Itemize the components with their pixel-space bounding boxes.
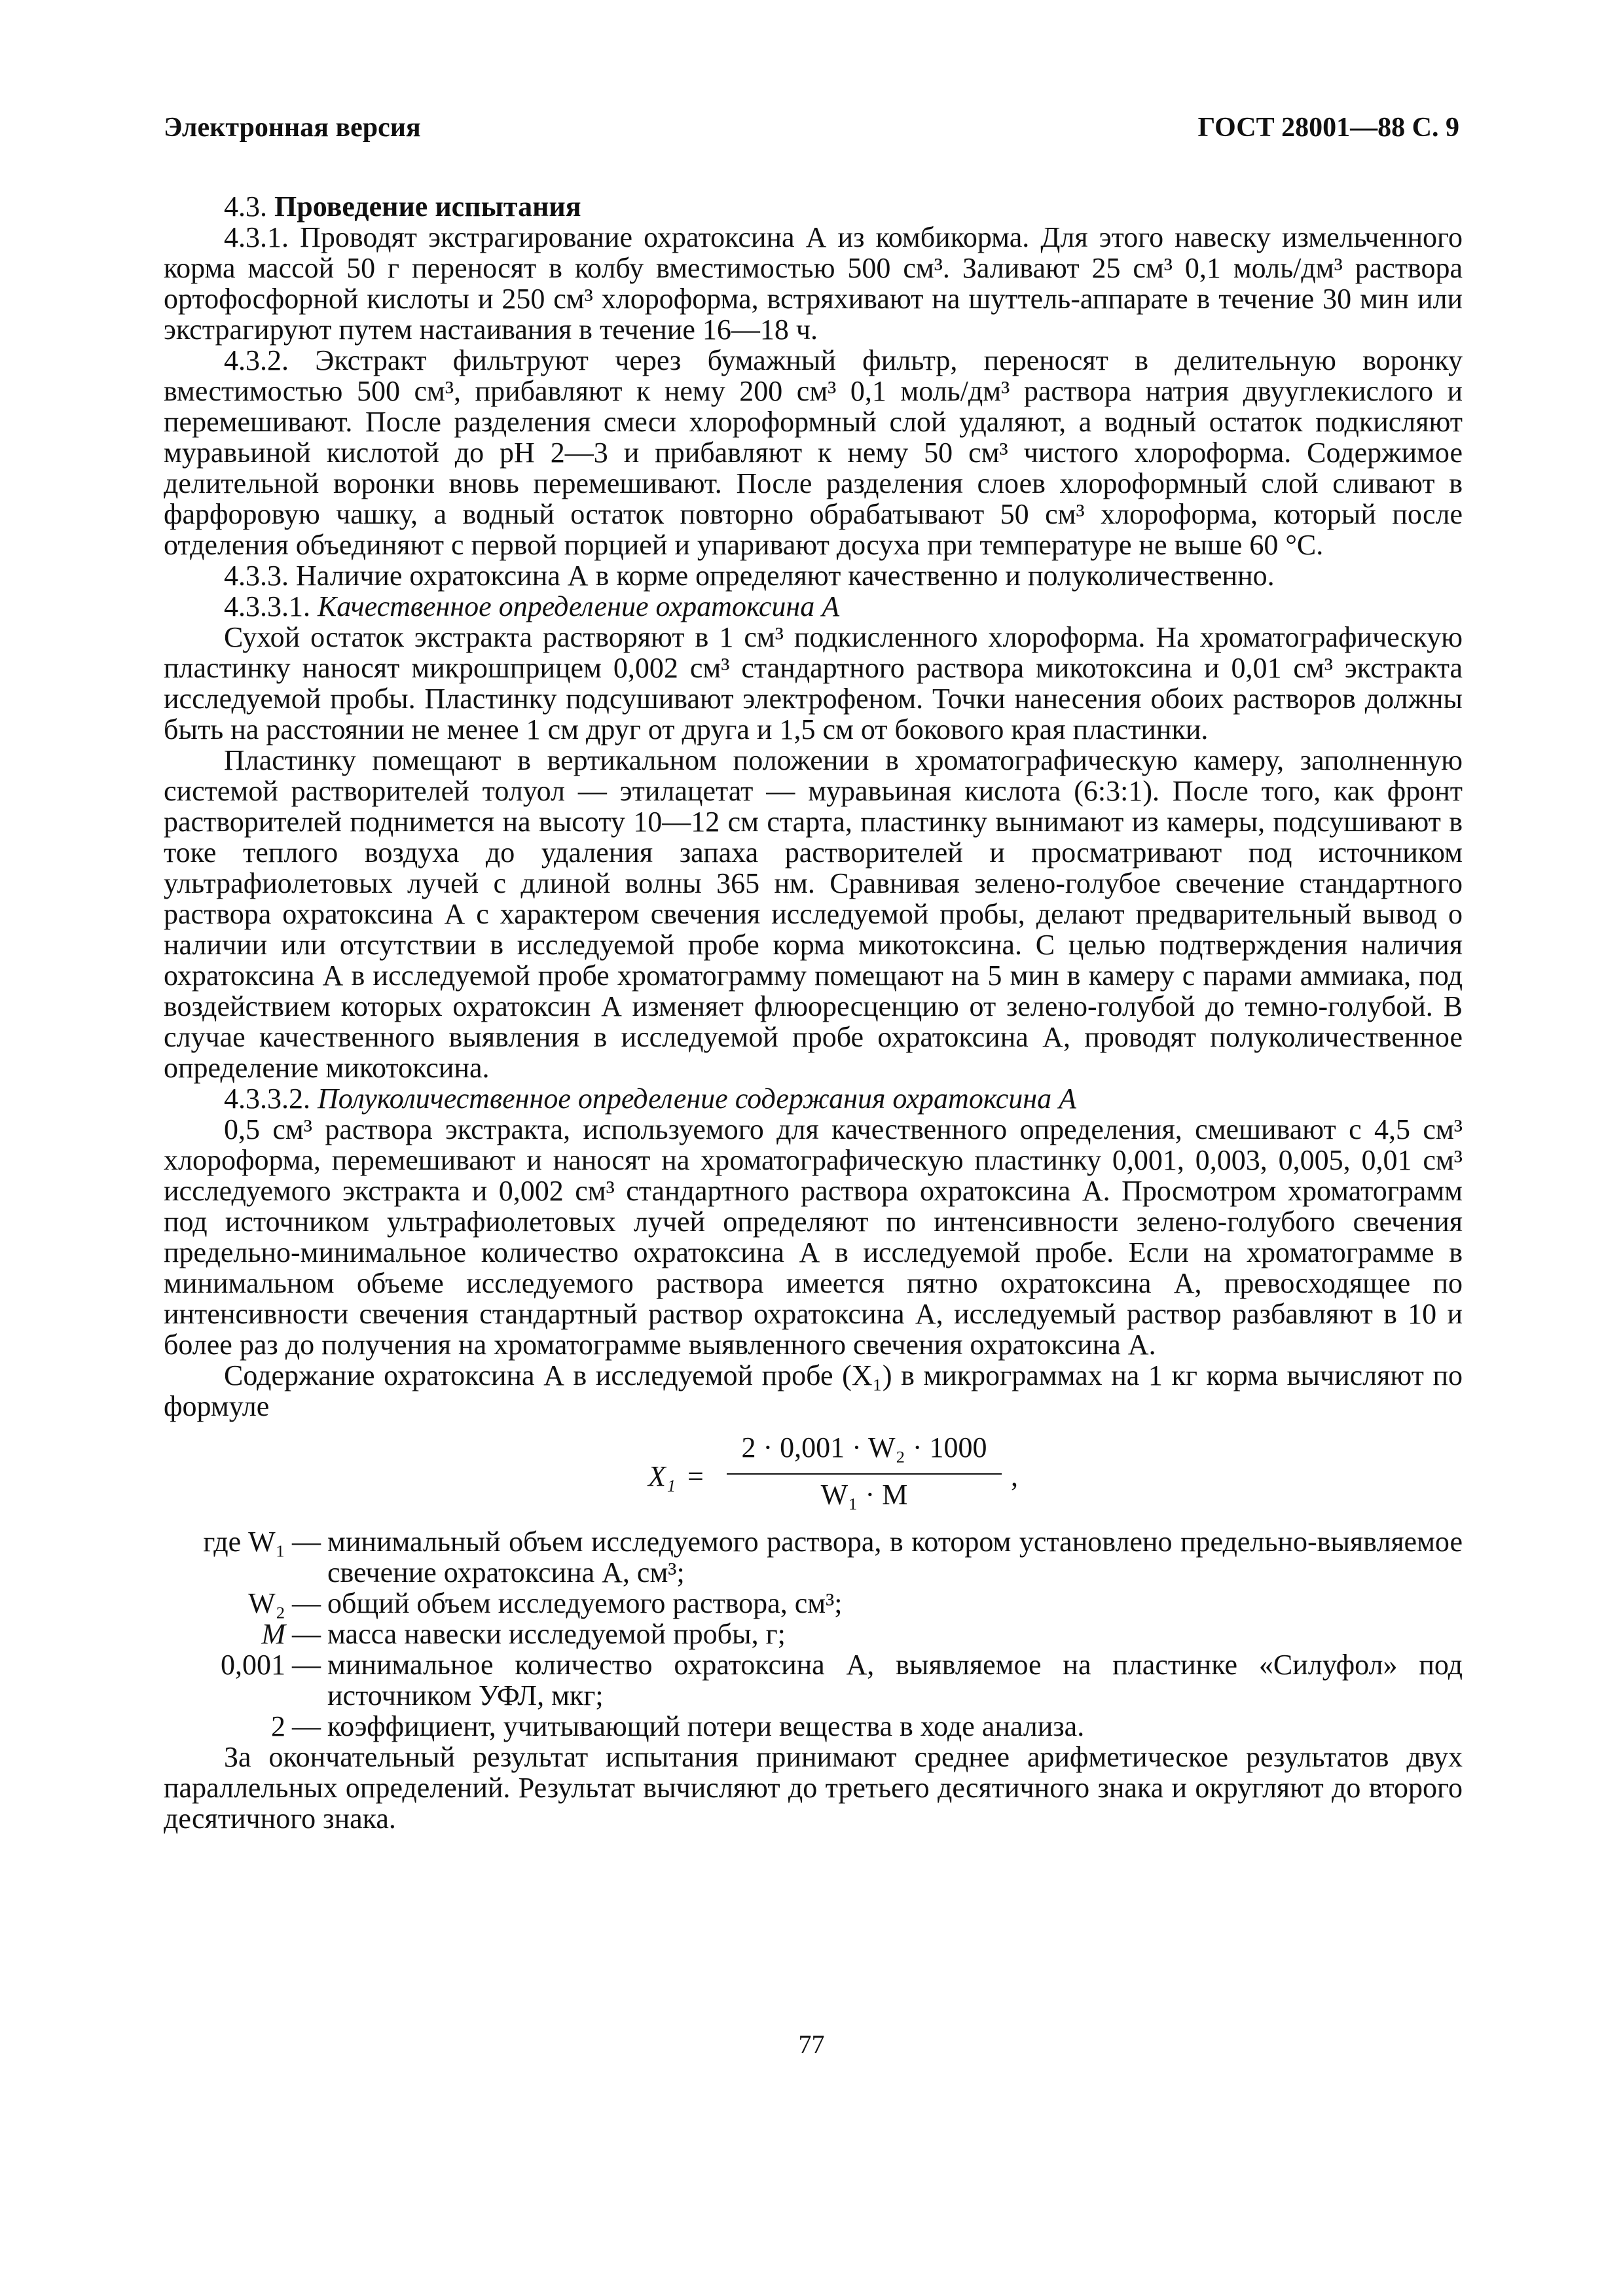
header-edition-label: Электронная версия — [164, 113, 421, 143]
formula-fraction-bar — [727, 1473, 1002, 1475]
header-standard-page: ГОСТ 28001—88 С. 9 — [1197, 113, 1459, 143]
definition-dash: — — [292, 1526, 321, 1558]
definition-dash: — — [292, 1710, 321, 1742]
document-body — [164, 191, 1463, 1834]
paragraph-content-formula-intro: Содержание охратоксина А в исследуемой пробе (X₁) в микрограммах на 1 кг корма вычисляют по формуле — [164, 1359, 1463, 1422]
section-heading — [164, 191, 1463, 222]
definition-text: коэффициент, учитывающий потери вещества в ходе анализа. — [327, 1710, 1085, 1742]
subsection-title: Качественное определение охратоксина А — [318, 590, 840, 622]
definition-text: масса навески исследуемой пробы, г; — [327, 1618, 786, 1650]
formula-lhs: X₁ — [648, 1460, 676, 1492]
page-number: 77 — [798, 2030, 825, 2059]
definition-dash: — — [292, 1587, 321, 1619]
paragraph-final-result: За окончательный результат испытания принимают среднее арифметическое результатов двух параллельных определений. Результат вычисляют до третьего десятичного знака и округляют до второго десятичного знака. — [164, 1741, 1463, 1835]
definition-item — [164, 1649, 1463, 1711]
definition-term: W₂ — [248, 1587, 285, 1619]
paragraph-4-3-2: 4.3.2. Экстракт фильтруют через бумажный фильтр, переносят в делительную воронку вместимостью 500 см³, прибавляют к нему 200 см³ 0,1 моль/дм³ раствора натрия двууглекислого и перемешивают. После разделения смеси хлороформный слой удаляют, а водный остаток подкисляют муравьиной кислотой до pH 2—3 и прибавляют к нему 50 см³ чистого хлороформа. Содержимое делительной воронки вновь перемешивают. После разделения слоев хлороформный слой сливают в фарфоровую чашку, а водный остаток повторно обрабатывают 50 см³ хлороформа, который после отделения объединяют с первой порцией и упаривают досуха при температуре не выше 60 °С. — [164, 344, 1463, 561]
definition-text: минимальное количество охратоксина А, выявляемое на пластинке «Силуфол» под источником УФЛ, мкг; — [327, 1649, 1463, 1712]
definition-item — [164, 1588, 1463, 1619]
variable-definitions — [164, 1526, 1463, 1742]
definition-item — [164, 1526, 1463, 1588]
section-number: 4.3. — [224, 190, 267, 223]
subsection-number: 4.3.3.2. — [224, 1083, 310, 1115]
definition-dash: — — [292, 1618, 321, 1650]
definition-text: минимальный объем исследуемого раствора, в котором установлено предельно-выявляемое свечение охратоксина А, см³; — [327, 1526, 1463, 1588]
formula-comma: , — [1011, 1460, 1018, 1492]
formula — [164, 1432, 1463, 1520]
paragraph-qualitative-2: Пластинку помещают в вертикальном положении в хроматографическую камеру, заполненную системой растворителей толуол — этилацетат — муравьиная кислота (6:3:1). После того, как фронт растворителей поднимется на высоту 10—12 см старта, пластинку вынимают из камеры, подсушивают в токе теплого воздуха до удаления запаха растворителей и просматривают под источником ультрафиолетовых лучей с длиной волны 365 нм. Сравнивая зелено-голубое свечение стандартного раствора охратоксина А с характером свечения исследуемой пробы, делают предварительный вывод о наличии или отсутствии в исследуемой пробе корма микотоксина. С целью подтверждения наличия охратоксина А в исследуемой пробе хроматограмму помещают на 5 мин в камеру с парами аммиака, под воздействием которых охратоксин А изменяет флюоресценцию от зелено-голубой до темно-голубой. В случае качественного выявления в исследуемой пробе охратоксина А, проводят полуколичественное определение микотоксина. — [164, 744, 1463, 1084]
subsection-number: 4.3.3.1. — [224, 590, 310, 622]
paragraph-4-3-3: 4.3.3. Наличие охратоксина А в корме определяют качественно и полуколичественно. — [224, 560, 1275, 592]
formula-denominator: W₁ · M — [820, 1479, 908, 1511]
definition-item — [164, 1619, 1463, 1649]
subsection-heading-4-3-3-1 — [164, 591, 1463, 622]
section-title: Проведение испытания — [274, 190, 581, 223]
subsection-heading-4-3-3-2 — [164, 1083, 1463, 1114]
definition-term: 0,001 — [221, 1649, 285, 1681]
definition-item — [164, 1711, 1463, 1742]
formula-numerator: 2 · 0,001 · W₂ · 1000 — [741, 1431, 987, 1463]
definition-term: где W₁ — [203, 1526, 285, 1558]
paragraph-4-3-1: 4.3.1. Проводят экстрагирование охратоксина А из комбикорма. Для этого навеску измельченного корма массой 50 г переносят в колбу вместимостью 500 см³. Заливают 25 см³ 0,1 моль/дм³ раствора ортофосфорной кислоты и 250 см³ хлороформа, встряхивают на шуттель-аппарате в течение 30 мин или экстрагируют путем настаивания в течение 16—18 ч. — [164, 221, 1463, 346]
definition-text: общий объем исследуемого раствора, см³; — [327, 1587, 843, 1619]
subsection-title: Полуколичественное определение содержания охратоксина А — [318, 1083, 1076, 1115]
paragraph-qualitative-1: Сухой остаток экстракта растворяют в 1 см³ подкисленного хлороформа. На хроматографическую пластинку наносят микрошприцем 0,002 см³ стандартного раствора микотоксина и 0,01 см³ экстракта исследуемой пробы. Пластинку подсушивают электрофеном. Точки нанесения обоих растворов должны быть на расстоянии не менее 1 см друг от друга и 1,5 см от бокового края пластинки. — [164, 621, 1463, 745]
definition-term: M — [261, 1618, 285, 1650]
formula-equals: = — [687, 1460, 704, 1492]
definition-term: 2 — [271, 1710, 285, 1742]
paragraph-semiquantitative-1: 0,5 см³ раствора экстракта, используемого для качественного определения, смешивают с 4,5 см³ хлороформа, перемешивают и наносят на хроматографическую пластинку 0,001, 0,003, 0,005, 0,01 см³ исследуемого экстракта и 0,002 см³ стандартного раствора охратоксина А. Просмотром хроматограмм под источником ультрафиолетовых лучей определяют по интенсивности зелено-голубого свечения предельно-минимальное количество охратоксина А в исследуемой пробе. Если на хроматограмме в минимальном объеме исследуемого раствора имеется пятно охратоксина А, превосходящее по интенсивности свечения стандартный раствор охратоксина А, исследуемый раствор разбавляют в 10 и более раз до получения на хроматограмме выявленного свечения охратоксина А. — [164, 1113, 1463, 1361]
definition-dash: — — [292, 1649, 321, 1681]
